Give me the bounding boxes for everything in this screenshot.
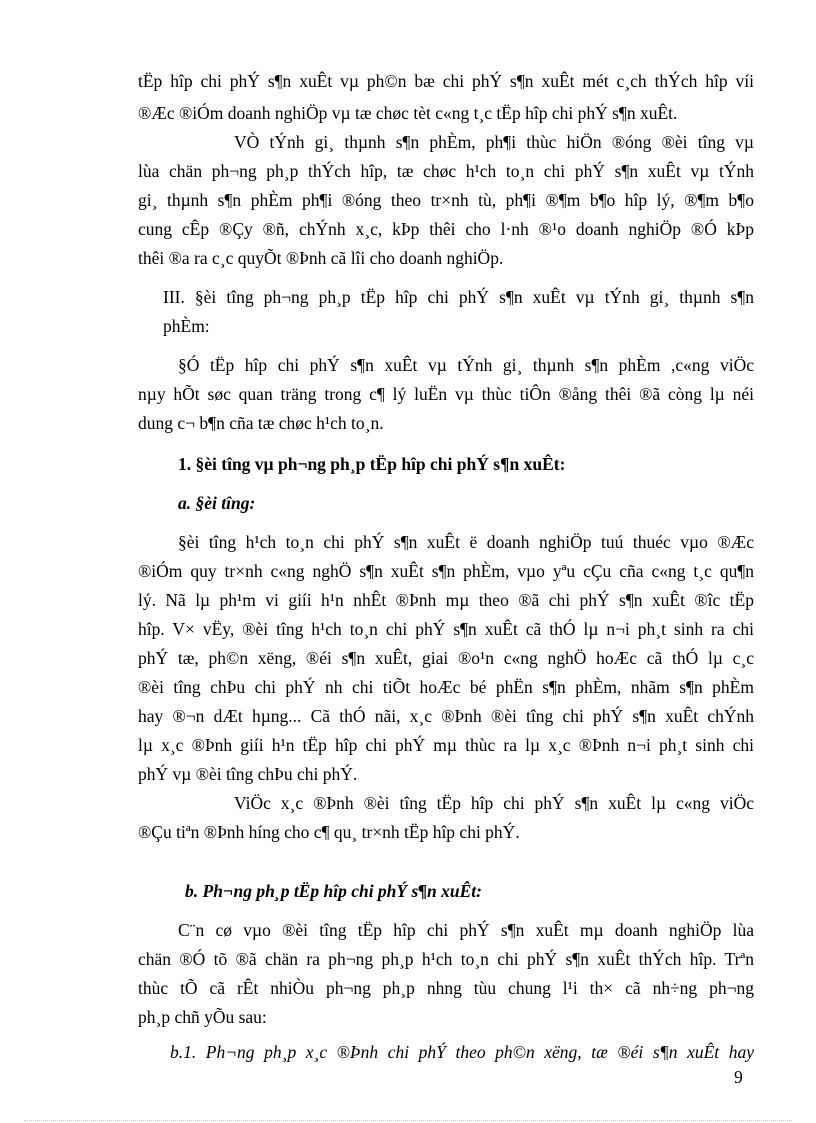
subsection-heading: 1. §èi tîng vµ ph¬ng ph¸p tËp hîp chi phÝ s¶n xuÊt: bbox=[178, 454, 566, 474]
paragraph-line: chän ®Ó tõ ®ã chän ra ph¬ng ph¸p h¹ch to¸n chi phÝ s¶n xuÊt thÝch hîp. Trªn bbox=[138, 949, 754, 969]
section-heading: III. §èi tîng ph¬ng ph¸p tËp hîp chi phÝ s¶n xuÊt vµ tÝnh gi¸ thµnh s¶n bbox=[163, 287, 754, 307]
paragraph-line: §Ó tËp hîp chi phÝ s¶n xuÊt vµ tÝnh gi¸ thµnh s¶n phÈm ,c«ng viÖc bbox=[178, 355, 754, 375]
paragraph-line: tËp hîp chi phÝ s¶n xuÊt vµ ph©n bæ chi phÝ s¶n xuÊt mét c¸ch thÝch hîp víi bbox=[138, 71, 754, 91]
paragraph-line: hîp. V× vËy, ®èi tîng h¹ch to¸n chi phÝ s¶n xuÊt cã thÓ lµ n¬i ph¸t sinh ra chi bbox=[138, 619, 754, 639]
paragraph-line: C¨n cø vµo ®èi tîng tËp hîp chi phÝ s¶n xuÊt mµ doanh nghiÖp lùa bbox=[178, 920, 754, 940]
paragraph-line: ®Æc ®iÓm doanh nghiÖp vµ tæ chøc tèt c«ng t¸c tËp hîp chi phÝ s¶n xuÊt. bbox=[138, 103, 678, 123]
paragraph-line: VÒ tÝnh gi¸ thµnh s¶n phÈm, ph¶i thùc hiÖn ®óng ®èi tîng vµ bbox=[234, 132, 754, 152]
sub-subsection-heading: b.1. Ph¬ng ph¸p x¸c ®Þnh chi phÝ theo ph©n xëng, tæ ®éi s¶n xuÊt hay bbox=[170, 1042, 754, 1062]
subsection-heading: b. Ph¬ng ph¸p tËp hîp chi phÝ s¶n xuÊt: bbox=[185, 881, 482, 901]
paragraph-line: ViÖc x¸c ®Þnh ®èi tîng tËp hîp chi phÝ s¶n xuÊt lµ c«ng viÖc bbox=[234, 793, 754, 813]
paragraph-line: hay ®¬n dÆt hµng... Cã thÓ nãi, x¸c ®Þnh ®èi tîng chi phÝ s¶n xuÊt chÝnh bbox=[138, 706, 754, 726]
paragraph-line: lý. Nã lµ ph¹m vi giíi h¹n nhÊt ®Þnh mµ theo ®ã chi phÝ s¶n xuÊt ®îc tËp bbox=[138, 590, 754, 610]
paragraph-line: dung c¬ b¶n cña tæ chøc h¹ch to¸n. bbox=[138, 413, 384, 433]
page-bottom-divider bbox=[24, 1120, 792, 1121]
paragraph-line: thêi ®a ra c¸c quyÕt ®Þnh cã lîi cho doanh nghiÖp. bbox=[138, 248, 504, 268]
subsection-heading: a. §èi tîng: bbox=[178, 493, 256, 513]
paragraph-line: nµy hÕt søc quan träng trong c¶ lý luËn vµ thùc tiÔn ®ång thêi ®ã còng lµ néi bbox=[138, 384, 754, 404]
page-number: 9 bbox=[734, 1067, 743, 1087]
paragraph-line: lùa chän ph¬ng ph¸p thÝch hîp, tæ chøc h¹ch to¸n chi phÝ s¶n xuÊt vµ tÝnh bbox=[138, 161, 754, 181]
section-heading: phÈm: bbox=[163, 316, 210, 336]
paragraph-line: gi¸ thµnh s¶n phÈm ph¶i ®óng theo tr×nh tù, ph¶i ®¶m b¶o hîp lý, ®¶m b¶o bbox=[138, 190, 754, 210]
paragraph-line: phÝ vµ ®èi tîng chÞu chi phÝ. bbox=[138, 764, 358, 784]
paragraph-line: thùc tÕ cã rÊt nhiÒu ph¬ng ph¸p nhng tùu chung l¹i th× cã nh÷ng ph¬ng bbox=[138, 978, 754, 998]
paragraph-line: cung cÊp ®Çy ®ñ, chÝnh x¸c, kÞp thêi cho l·nh ®¹o doanh nghiÖp ®Ó kÞp bbox=[138, 219, 754, 239]
paragraph-line: ®Çu tiªn ®Þnh híng cho c¶ qu¸ tr×nh tËp hîp chi phÝ. bbox=[138, 822, 520, 842]
paragraph-line: ph¸p chñ yÕu sau: bbox=[138, 1007, 267, 1027]
paragraph-line: §èi tîng h¹ch to¸n chi phÝ s¶n xuÊt ë doanh nghiÖp tuú thuéc vµo ®Æc bbox=[178, 532, 754, 552]
paragraph-line: phÝ tæ, ph©n xëng, ®éi s¶n xuÊt, giai ®o¹n c«ng nghÖ hoÆc cã thÓ lµ c¸c bbox=[138, 648, 754, 668]
paragraph-line: lµ x¸c ®Þnh giíi h¹n tËp hîp chi phÝ mµ thùc ra lµ x¸c ®Þnh n¬i ph¸t sinh chi bbox=[138, 735, 754, 755]
paragraph-line: ®iÓm quy tr×nh c«ng nghÖ s¶n xuÊt s¶n phÈm, vµo yªu cÇu cña c«ng t¸c qu¶n bbox=[138, 561, 754, 581]
paragraph-line: ®èi tîng chÞu chi phÝ nh chi tiÕt hoÆc bé phËn s¶n phÈm, nhãm s¶n phÈm bbox=[138, 677, 754, 697]
